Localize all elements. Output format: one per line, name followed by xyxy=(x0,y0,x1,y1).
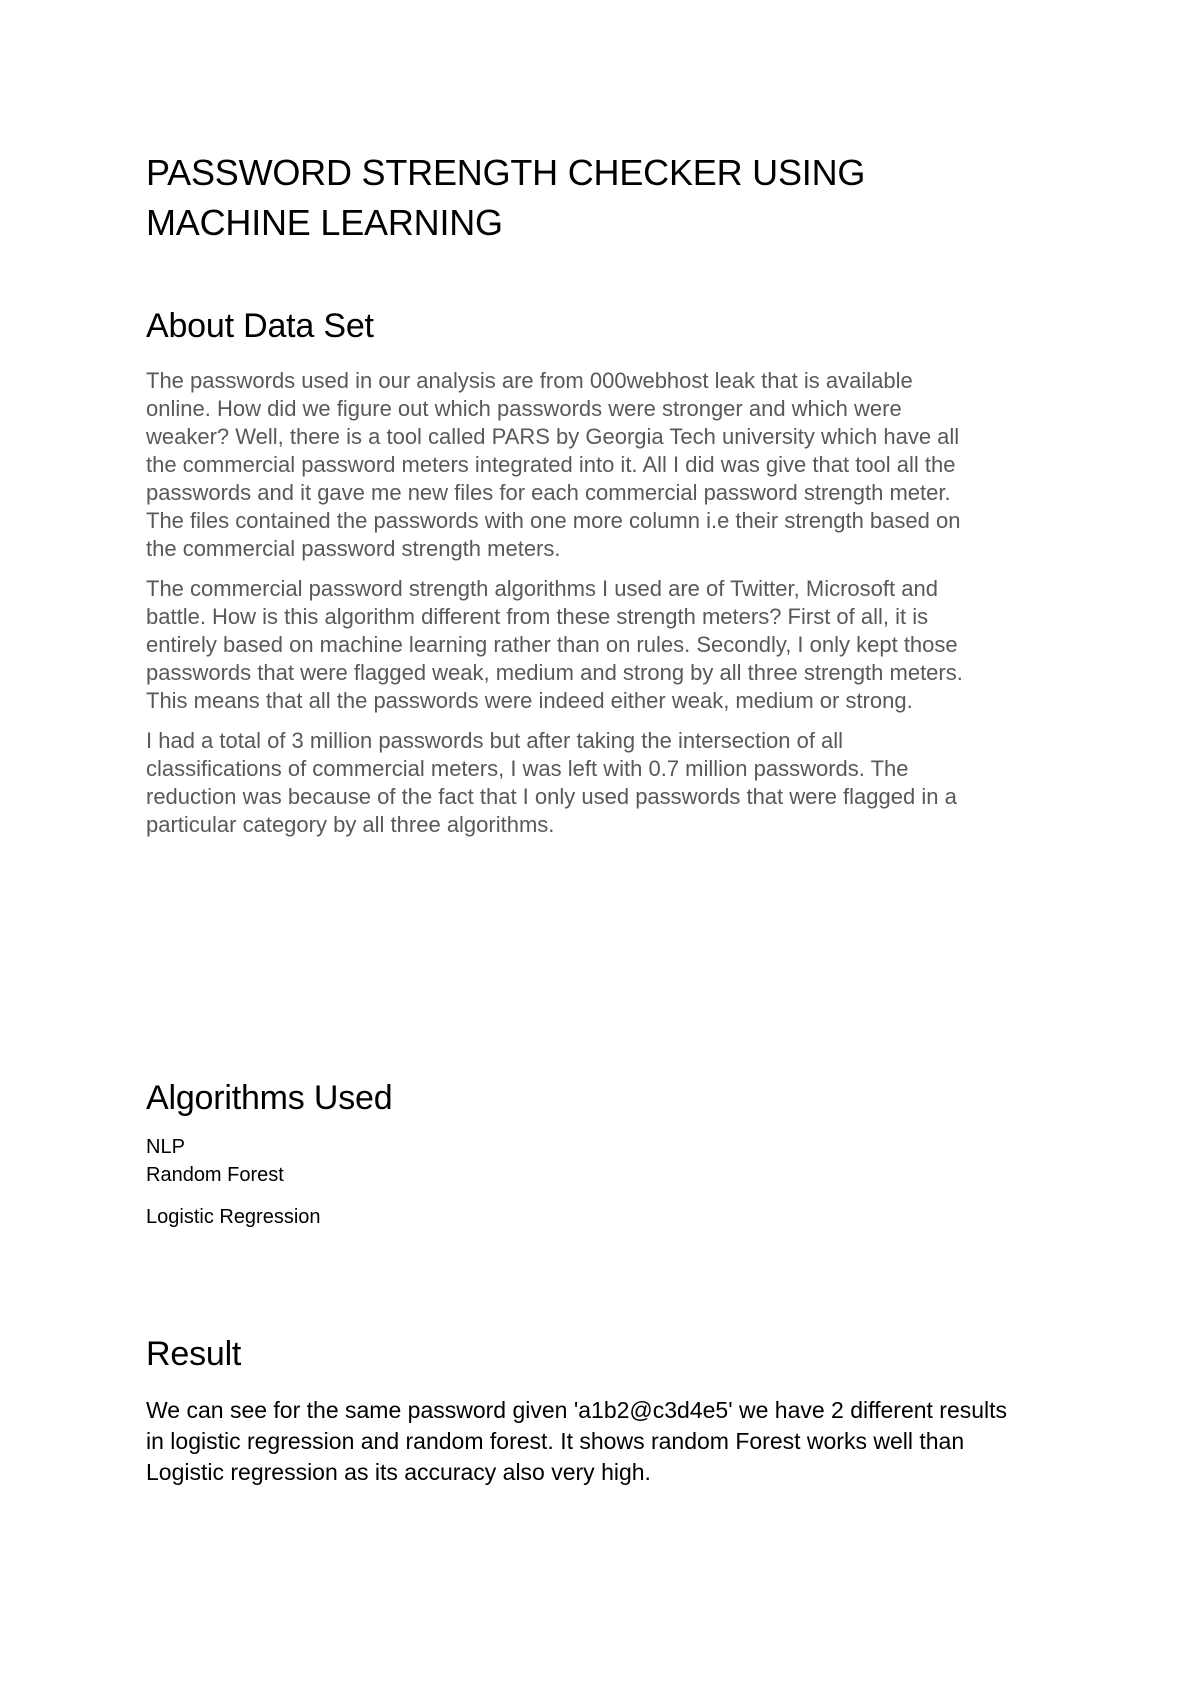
document-title xyxy=(146,148,1046,248)
section-heading-about: About Data Set xyxy=(146,307,374,345)
about-paragraph: The passwords used in our analysis are from 000webhost leak that is available online. How did we figure out which passwords were stronger and which were weaker? Well, there is a tool called PARS by Georgia Tech university which have all the commercial password meters integrated into it. All I did was give that tool all the passwords and it gave me new files for each commercial password strength meter. The files contained the passwords with one more column i.e their strength based on the commercial password strength meters. xyxy=(146,368,961,561)
algorithm-item: Random Forest xyxy=(146,1164,284,1186)
algorithm-item: Logistic Regression xyxy=(146,1206,321,1228)
result-paragraph: We can see for the same password given 'a1b2@c3d4e5' we have 2 different results in logistic regression and random forest. It shows random Forest works well than Logistic regression as its accuracy also very high. xyxy=(146,1397,1008,1485)
about-paragraph: The commercial password strength algorithms I used are of Twitter, Microsoft and battle. How is this algorithm different from these strength meters? First of all, it is entirely based on machine learning rather than on rules. Secondly, I only kept those passwords that were flagged weak, medium and strong by all three strength meters. This means that all the passwords were indeed either weak, medium or strong. xyxy=(146,576,963,713)
title-line: PASSWORD STRENGTH CHECKER USING xyxy=(146,152,866,193)
section-heading-algorithms: Algorithms Used xyxy=(146,1079,393,1117)
section-heading-result: Result xyxy=(146,1335,242,1373)
title-line: MACHINE LEARNING xyxy=(146,202,503,243)
about-paragraph: I had a total of 3 million passwords but after taking the intersection of all classifications of commercial meters, I was left with 0.7 million passwords. The reduction was because of the fact that I only used passwords that were flagged in a particular category by all three algorithms. xyxy=(146,728,957,837)
algorithm-item: NLP xyxy=(146,1136,185,1158)
